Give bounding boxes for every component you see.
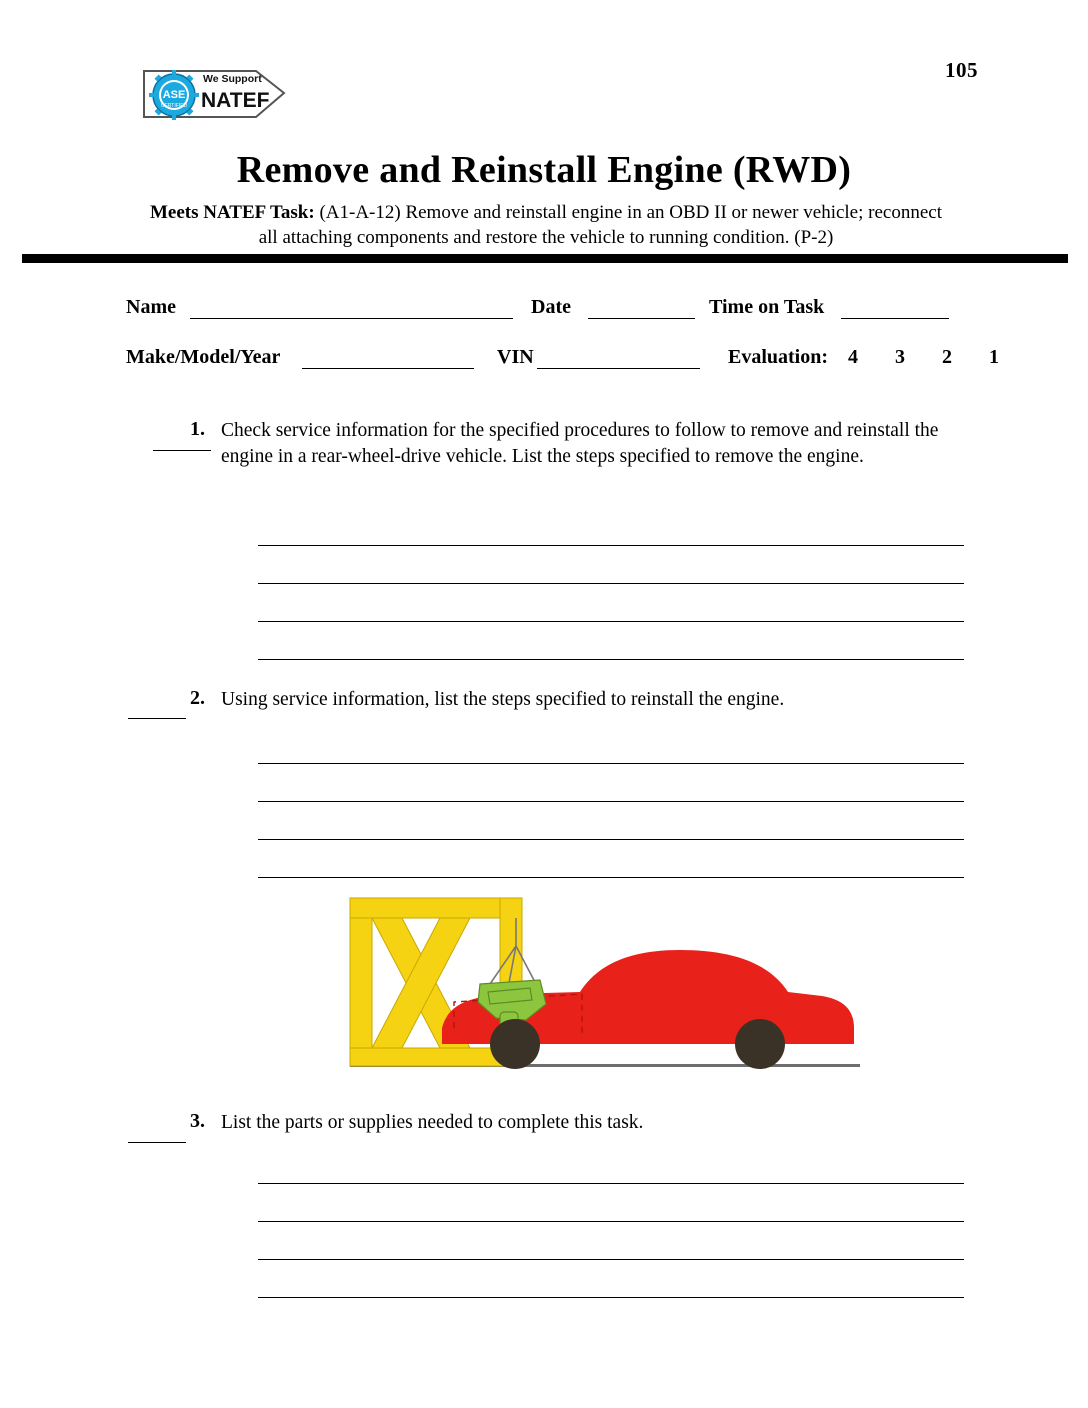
answer-line[interactable] [258, 1222, 964, 1260]
item-3-answer-lines [258, 1146, 964, 1298]
page-number: 105 [945, 58, 978, 82]
svg-text:ASE: ASE [162, 89, 186, 101]
answer-line[interactable] [258, 764, 964, 802]
item-2-text: Using service information, list the steps specified to reinstall the engine. [221, 689, 785, 710]
item-1-number: 1. [190, 418, 205, 440]
answer-line[interactable] [258, 726, 964, 764]
date-input[interactable] [588, 298, 695, 319]
time-on-task-input[interactable] [841, 298, 949, 319]
time-on-task-label: Time on Task [709, 296, 825, 318]
answer-line[interactable] [258, 840, 964, 878]
natef-ase-logo [138, 55, 293, 127]
engine-hoist-car-illustration [330, 888, 870, 1083]
vin-label: VIN [497, 346, 534, 368]
name-input[interactable] [190, 298, 513, 319]
answer-line[interactable] [258, 1184, 964, 1222]
answer-line[interactable] [258, 1260, 964, 1298]
svg-text:NATEF: NATEF [201, 89, 270, 112]
answer-line[interactable] [258, 584, 964, 622]
item-3-checkbox-blank[interactable] [128, 1124, 186, 1143]
item-3-text: List the parts or supplies needed to complete this task. [221, 1112, 644, 1133]
evaluation-label: Evaluation: [728, 346, 829, 368]
header-divider [22, 254, 1068, 263]
item-2-checkbox-blank[interactable] [128, 700, 186, 719]
item-1-answer-lines [258, 508, 964, 660]
svg-text:CERTIFIED: CERTIFIED [160, 103, 188, 109]
date-label: Date [531, 296, 571, 318]
answer-line[interactable] [258, 1146, 964, 1184]
task-subtitle [140, 200, 952, 250]
evaluation-scale[interactable]: 4 3 2 1 [848, 346, 1015, 368]
answer-line[interactable] [258, 546, 964, 584]
item-2-answer-lines [258, 726, 964, 878]
answer-line[interactable] [258, 802, 964, 840]
make-model-year-input[interactable] [302, 348, 474, 369]
page-title: Remove and Reinstall Engine (RWD) [236, 149, 852, 191]
make-model-year-label: Make/Model/Year [126, 346, 281, 368]
item-2-number: 2. [190, 687, 205, 709]
answer-line[interactable] [258, 622, 964, 660]
name-label: Name [126, 296, 176, 318]
item-3-number: 3. [190, 1110, 205, 1132]
item-1-text: Check service information for the specified procedures to follow to remove and reinstall the engine in a rear-wheel-drive vehicle. List the steps specified to remove the engine. [221, 420, 939, 468]
task-subtitle-text: (A1-A-12) Remove and reinstall engine in an OBD II or newer vehicle; reconnect all attaching components and restore the vehicle to running condition. (P-2) [258, 202, 942, 249]
answer-line[interactable] [258, 508, 964, 546]
svg-text:We Support: We Support [203, 73, 262, 85]
task-subtitle-label: Meets NATEF Task: [150, 202, 315, 223]
vin-input[interactable] [537, 348, 700, 369]
